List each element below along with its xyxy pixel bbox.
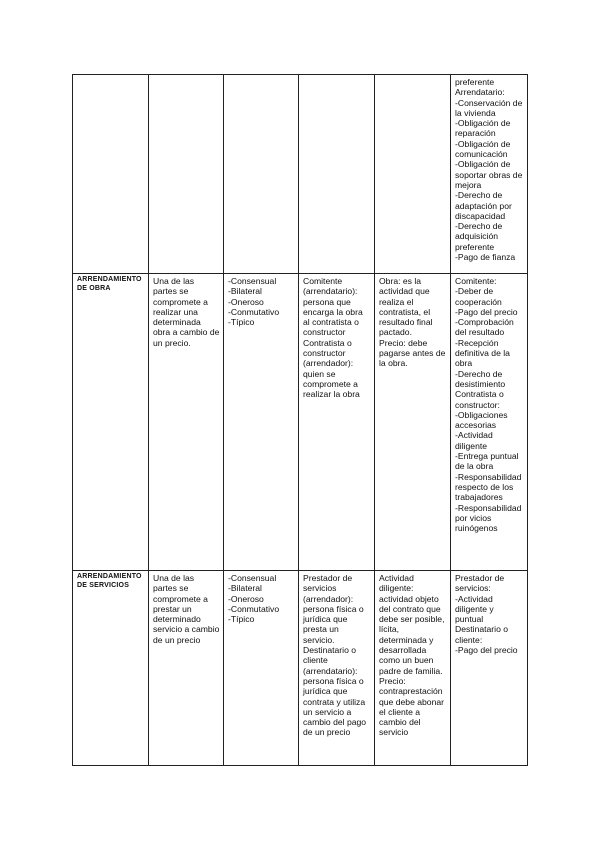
cell-characteristics: -Consensual -Bilateral -Oneroso -Conmutativo -Típico: [224, 274, 299, 571]
cell-definition: Una de las partes se compromete a realizar una determinada obra a cambio de un precio.: [149, 274, 224, 571]
cell-definition: [149, 75, 224, 274]
cell-definition: Una de las partes se compromete a prestar un determinado servicio a cambio de un precio: [149, 571, 224, 766]
cell-contract-name: ARRENDAMIENTO DE SERVICIOS: [73, 571, 149, 766]
cell-contract-name: ARRENDAMIENTO DE OBRA: [73, 274, 149, 571]
cell-characteristics: [224, 75, 299, 274]
contracts-table: [72, 74, 528, 766]
cell-object: Actividad diligente: actividad objeto del contrato que debe ser posible, lícita, determinada y desarrollada como un buen padre de familia. Precio: contraprestación que debe abonar el cliente a cambio del servicio: [375, 571, 451, 766]
cell-characteristics: -Consensual -Bilateral -Oneroso -Conmutativo -Típico: [224, 571, 299, 766]
cell-parties: Prestador de servicios (arrendador): persona física o jurídica que presta un servicio. Destinatario o cliente (arrendatario): persona física o jurídica que contrata y utiliza un servicio a cambio del pago de un precio: [299, 571, 375, 766]
cell-object: [375, 75, 451, 274]
table-row: [73, 274, 528, 571]
cell-parties: Comitente (arrendatario): persona que encarga la obra al contratista o constructor Contratista o constructor (arrendador): quien se compromete a realizar la obra: [299, 274, 375, 571]
cell-obligations: preferente Arrendatario: -Conservación de la vivienda -Obligación de reparación -Obligación de comunicación -Obligación de soportar obras de mejora -Derecho de adaptación por discapacidad -Derecho de adquisición preferente -Pago de fianza: [451, 75, 528, 274]
table-row: [73, 571, 528, 766]
cell-parties: [299, 75, 375, 274]
table-row: [73, 75, 528, 274]
cell-object: Obra: es la actividad que realiza el contratista, el resultado final pactado. Precio: debe pagarse antes de la obra.: [375, 274, 451, 571]
cell-contract-name: [73, 75, 149, 274]
cell-obligations: Comitente: -Deber de cooperación -Pago del precio -Comprobación del resultado -Recepción definitiva de la obra -Derecho de desistimiento Contratista o constructor: -Obligaciones accesorias -Actividad diligente -Entrega puntual de la obra -Responsabilidad respecto de los trabajadores -Responsabilidad por vicios ruinógenos: [451, 274, 528, 571]
cell-obligations: Prestador de servicios: -Actividad diligente y puntual Destinatario o cliente: -Pago del precio: [451, 571, 528, 766]
